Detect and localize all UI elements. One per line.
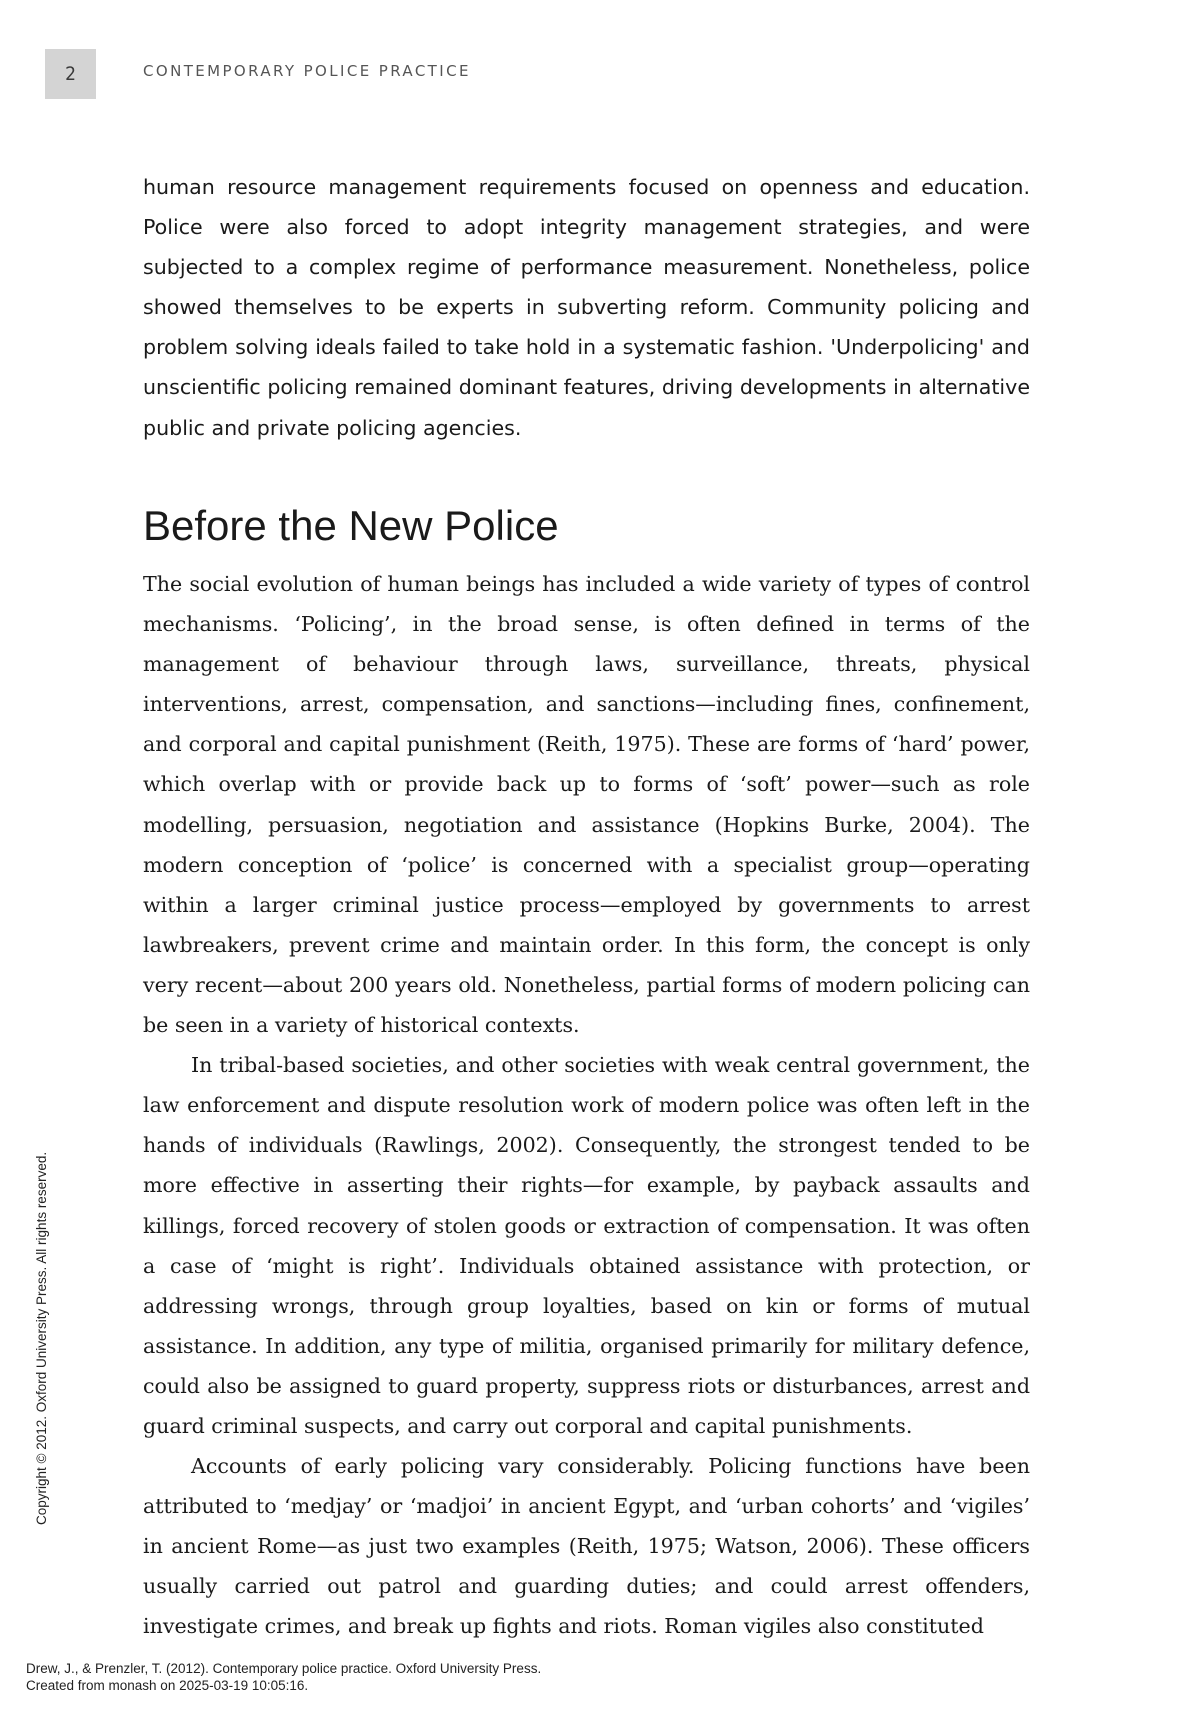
- section-paragraph-1: The social evolution of human beings has included a wide variety of types of control mechanisms. ‘Policing’, in the broad sense, is often defined in terms of the management of behaviour through laws, surveillance, threats, physical interventions, arrest, compensation, and sanctions—including fines, confinement, and corporal and capital punishment (Reith, 1975). These are forms of ‘hard’ power, which overlap with or provide back up to forms of ‘soft’ power—such as role modelling, persuasion, negotiation and assistance (Hopkins Burke, 2004). The modern conception of ‘police’ is concerned with a specialist group—operating within a larger criminal justice process—employed by governments to arrest lawbreakers, prevent crime and maintain order. In this form, the concept is only very recent—about 200 years old. Nonetheless, partial forms of modern policing can be seen in a variety of historical contexts.: [143, 572, 1030, 1038]
- section-heading: Before the New Police: [143, 502, 559, 549]
- intro-paragraph: human resource management requirements focused on openness and education. Police were also forced to adopt integrity management strategies, and were subjected to a complex regime of performance measurement. Nonetheless, police showed themselves to be experts in subverting reform. Community policing and problem solving ideals failed to take hold in a systematic fashion. 'Underpolicing' and unscientific policing remained dominant features, driving developments in alternative public and private policing agencies.: [143, 175, 1030, 440]
- intro-text: [143, 167, 1030, 448]
- footer-citation: [26, 1660, 541, 1694]
- copyright-notice: Copyright © 2012. Oxford University Press. All rights reserved.: [34, 1151, 49, 1525]
- section-paragraph-3: Accounts of early policing vary considerably. Policing functions have been attributed to ‘medjay’ or ‘madjoi’ in ancient Egypt, and ‘urban cohorts’ and ‘vigiles’ in ancient Rome—as just two examples (Reith, 1975; Watson, 2006). These officers usually carried out patrol and guarding duties; and could arrest offenders, investigate crimes, and break up fights and riots. Roman vigiles also constituted: [143, 1454, 1030, 1639]
- page-number: 2: [45, 49, 96, 99]
- created-timestamp: Created from monash on 2025-03-19 10:05:16.: [26, 1678, 309, 1693]
- running-header-title: CONTEMPORARY POLICE PRACTICE: [143, 62, 471, 80]
- section-body: [143, 564, 1030, 1647]
- citation-text: Drew, J., & Prenzler, T. (2012). Contemporary police practice. Oxford University Press.: [26, 1661, 542, 1676]
- section-before-new-police: [143, 498, 1030, 1647]
- section-paragraph-2: In tribal-based societies, and other societies with weak central government, the law enforcement and dispute resolution work of modern police was often left in the hands of individuals (Rawlings, 2002). Consequently, the strongest tended to be more effective in asserting their rights—for example, by payback assaults and killings, forced recovery of stolen goods or extraction of compensation. It was often a case of ‘might is right’. Individuals obtained assistance with protection, or addressing wrongs, through group loyalties, based on kin or forms of mutual assistance. In addition, any type of militia, organised primarily for military defence, could also be assigned to guard property, suppress riots or disturbances, arrest and guard criminal suspects, and carry out corporal and capital punishments.: [143, 1053, 1030, 1438]
